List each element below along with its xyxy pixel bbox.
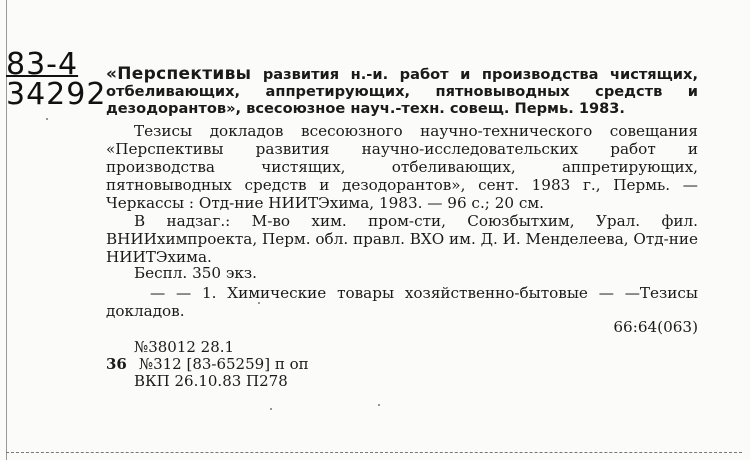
scan-speck (270, 408, 272, 410)
heading-title-rest: развития н.-и. работ и производства чистящих, отбеливающих, аппретирующих, пятновыводных средств и дезодорантов», всесоюзное науч.-техн. совещ. Пермь. 1983. (106, 66, 698, 117)
call-number-line1: 83-4 (6, 47, 79, 82)
card-bottom-border (6, 452, 742, 454)
stat-line-1: №38012 28.1 (134, 338, 235, 356)
scan-speck (46, 118, 48, 120)
stat-line-2-number: 36 (106, 355, 127, 373)
classification-code: 66:64(063) (613, 318, 698, 336)
subject-tracing: — — 1. Химические товары хозяйственно-бытовые — —Тезисы докладов. (106, 284, 698, 320)
heading-title-start: «Перспективы (106, 64, 252, 84)
note-paragraph: В надзаг.: М-во хим. пром-сти, Союзбытхим, Урал. фил. ВНИИхимпроекта, Перм. обл. правл. ВХО им. Д. И. Менделеева, Отд-ние НИИТЭхима. (106, 212, 698, 266)
call-number-line2: 34292 (6, 77, 107, 112)
stat-line-3: ВКП 26.10.83 П278 (134, 372, 288, 390)
scan-speck (258, 302, 260, 304)
card-heading (106, 66, 698, 117)
stat-line-2 (106, 355, 309, 373)
description-paragraph: Тезисы докладов всесоюзного научно-технического совещания «Перспективы развития научно-исследовательских работ и производства чистящих, отбеливающих, аппретирующих, пятновыводных средств и дезодорантов», сент. 1983 г., Пермь. — Черкассы : Отд-ние НИИТЭхима, 1983. — 96 с.; 20 см. (106, 122, 698, 212)
stat-line-2-text: №312 [83-65259] п оп (138, 355, 309, 373)
scan-speck (378, 404, 380, 406)
call-number (6, 47, 107, 112)
price-circulation: Беспл. 350 экз. (134, 264, 258, 282)
